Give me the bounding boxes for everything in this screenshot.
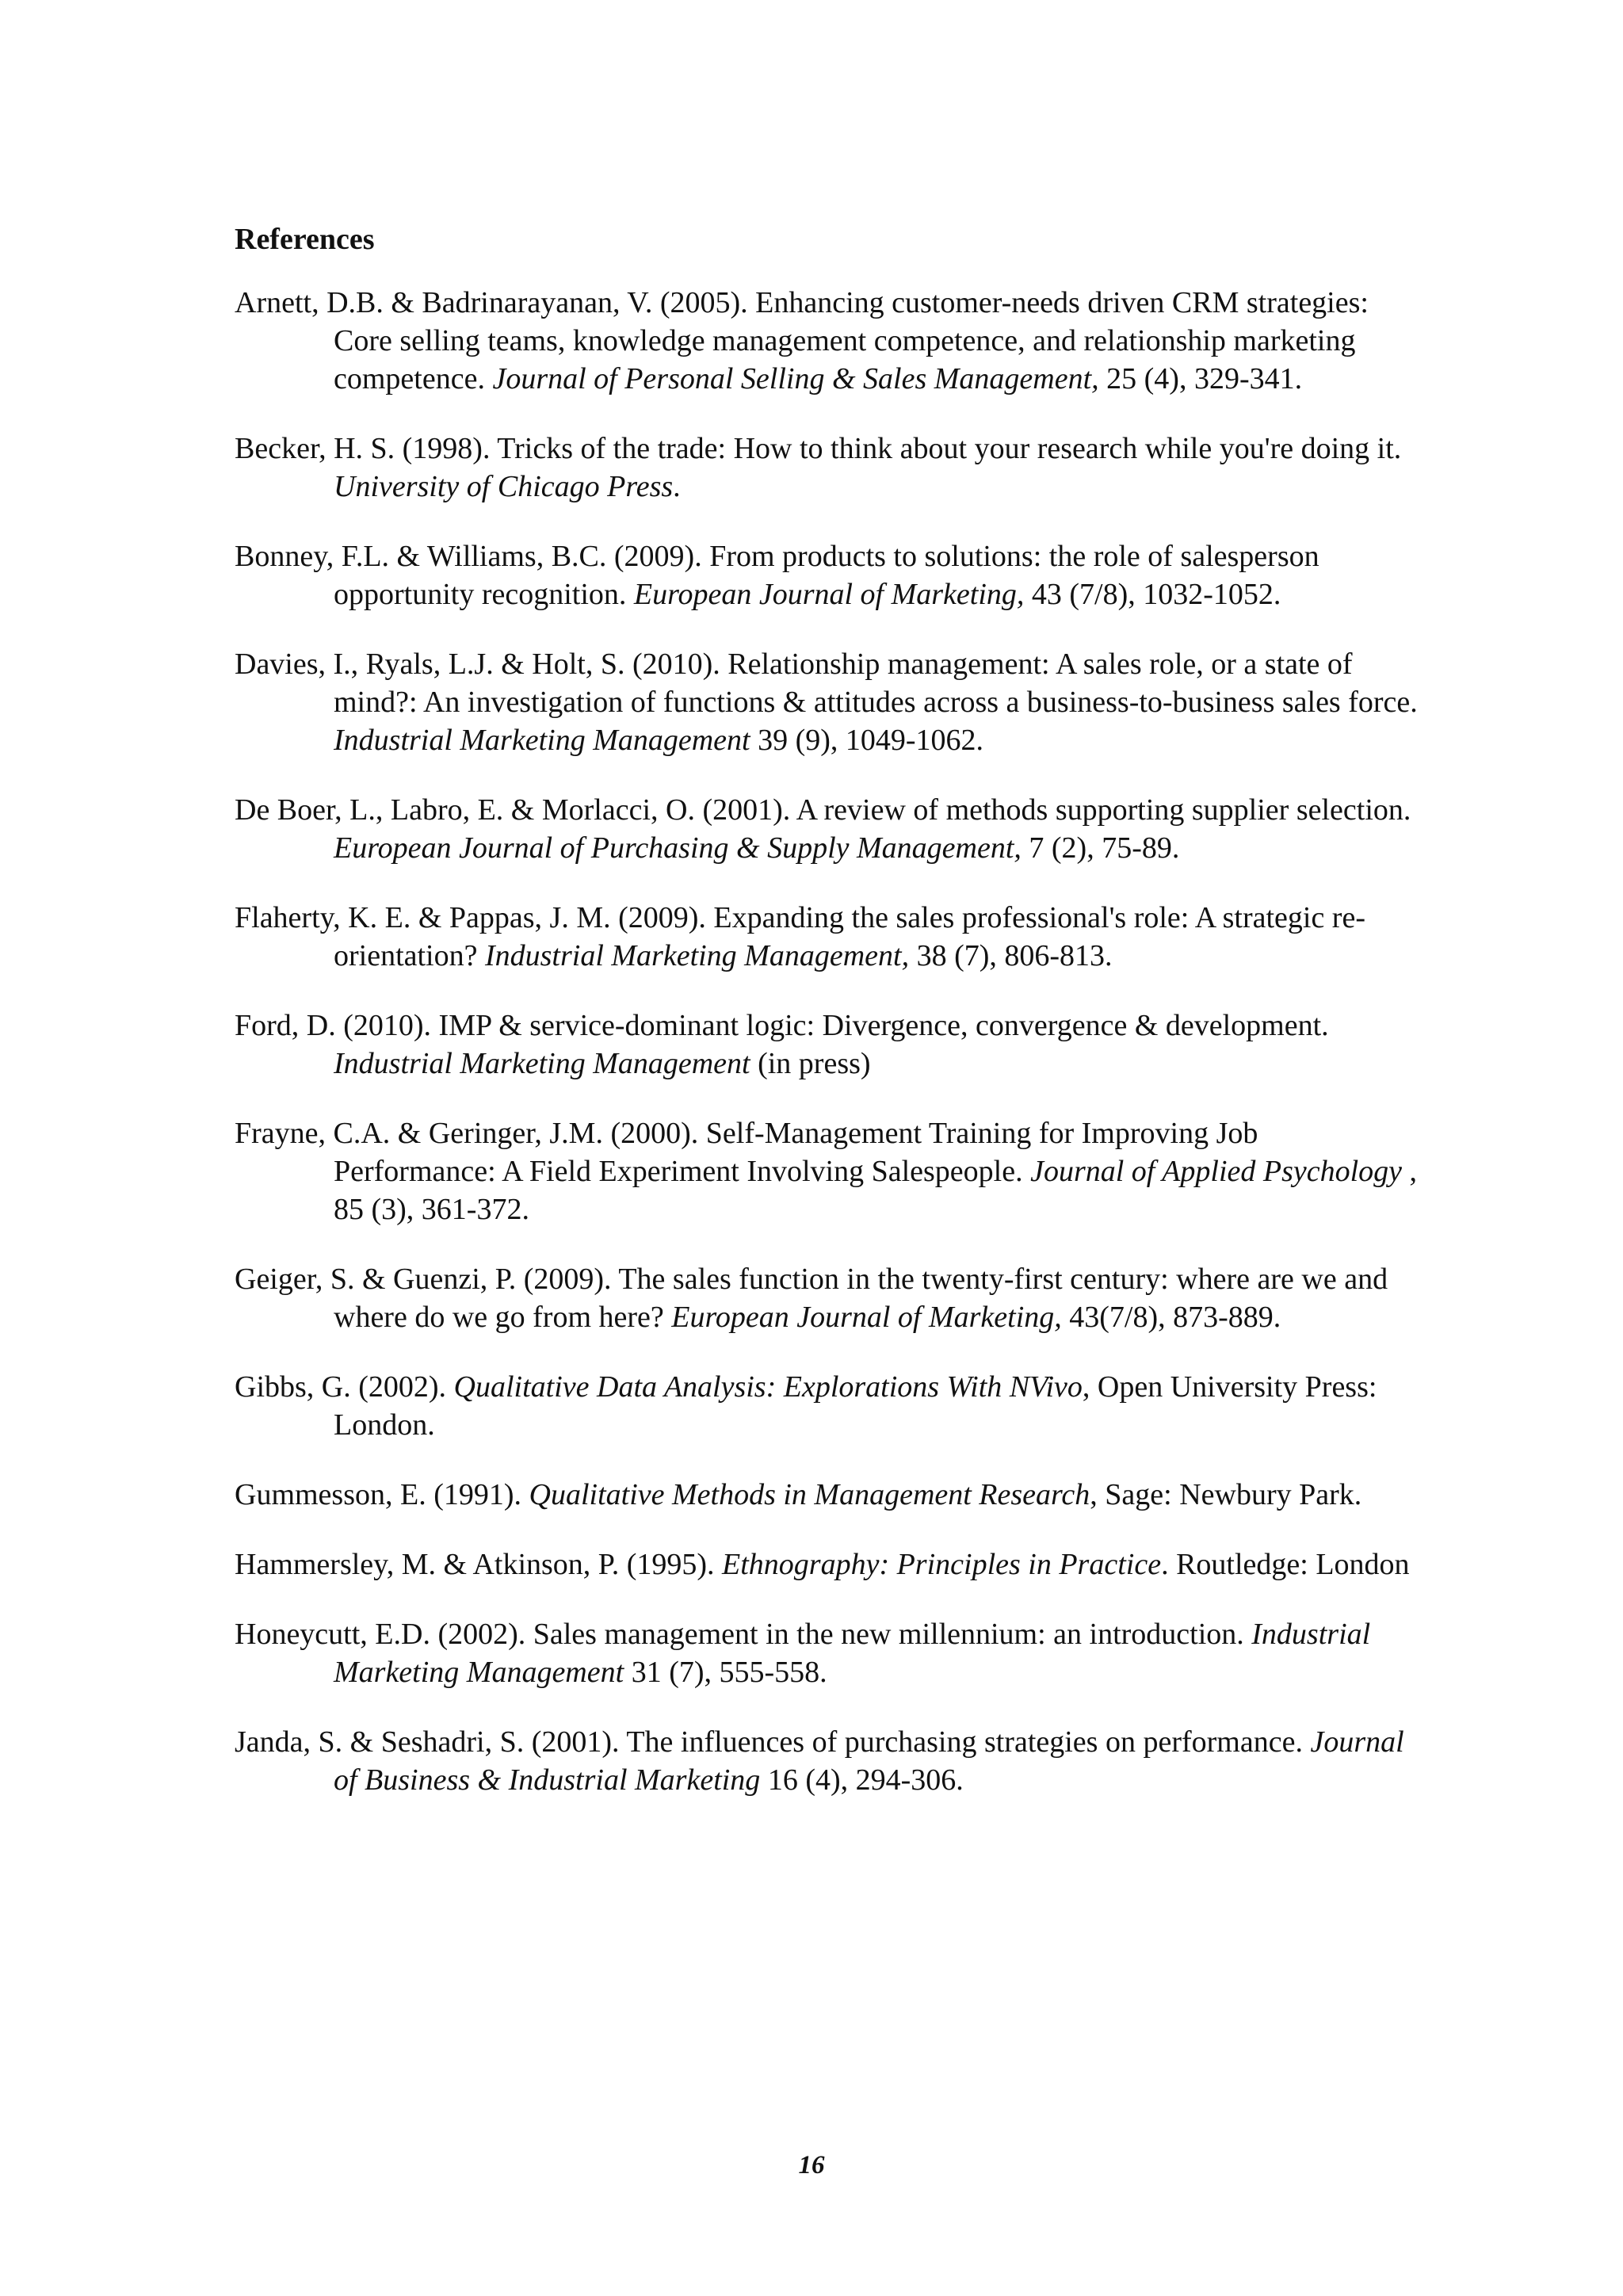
reference-text: Hammersley, M. & Atkinson, P. (1995). <box>235 1548 723 1581</box>
reference-entry <box>235 1545 1423 1584</box>
reference-text: Janda, S. & Seshadri, S. (2001). The influences of purchasing strategies on performance. <box>235 1725 1311 1759</box>
section-heading: References <box>235 223 375 256</box>
reference-details: 38 (7), 806-813. <box>909 939 1113 972</box>
reference-text: Bonney, F.L. & Williams, B.C. (2009). From products to solutions: the role of salesperson opportunity recognition. <box>235 540 1319 611</box>
reference-entry <box>235 1114 1423 1228</box>
reference-entry <box>235 1368 1423 1444</box>
reference-source: Industrial Marketing Management <box>334 1618 1371 1689</box>
reference-text: De Boer, L., Labro, E. & Morlacci, O. (2001). A review of methods supporting supplier selection. <box>235 793 1411 827</box>
reference-text: Gibbs, G. (2002). <box>235 1370 454 1404</box>
reference-text: Frayne, C.A. & Geringer, J.M. (2000). Self-Management Training for Improving Job Performance: A Field Experiment Involving Salespeople. <box>235 1117 1258 1188</box>
reference-source: European Journal of Marketing, <box>671 1301 1062 1334</box>
reference-source: Ethnography: Principles in Practice <box>722 1548 1162 1581</box>
reference-text: Flaherty, K. E. & Pappas, J. M. (2009). Expanding the sales professional's role: A strategic re-orientation? <box>235 901 1365 972</box>
reference-entry <box>235 899 1423 975</box>
references-section <box>235 220 1423 1831</box>
reference-source: European Journal of Purchasing & Supply Management, <box>334 831 1022 865</box>
reference-source: European Journal of Marketing, <box>633 578 1025 611</box>
reference-text: Arnett, D.B. & Badrinarayanan, V. (2005). Enhancing customer-needs driven CRM strategies: Core selling teams, knowledge management competence, and relationship marketing competence. <box>235 286 1369 395</box>
reference-source: Industrial Marketing Management <box>334 724 750 757</box>
reference-entry <box>235 537 1423 613</box>
reference-details: (in press) <box>750 1047 871 1080</box>
reference-text: Geiger, S. & Guenzi, P. (2009). The sales function in the twenty-first century: where are we and where do we go from here? <box>235 1263 1388 1334</box>
reference-entry <box>235 1260 1423 1336</box>
reference-details: 25 (4), 329-341. <box>1098 362 1303 395</box>
reference-details: . <box>673 470 681 503</box>
reference-entry <box>235 1723 1423 1799</box>
reference-entry <box>235 1007 1423 1083</box>
reference-source: Industrial Marketing Management, <box>484 939 910 972</box>
page-number: 16 <box>798 2151 825 2179</box>
reference-text: Gummesson, E. (1991). <box>235 1478 529 1511</box>
reference-entry <box>235 791 1423 867</box>
reference-details: , Open University Press: London. <box>334 1370 1377 1442</box>
reference-details: 7 (2), 75-89. <box>1021 831 1180 865</box>
reference-source: Qualitative Data Analysis: Explorations With NVivo <box>453 1370 1083 1404</box>
reference-source: Journal of Applied Psychology <box>1030 1155 1403 1188</box>
reference-details: 16 (4), 294-306. <box>760 1763 964 1797</box>
reference-entry <box>235 1615 1423 1691</box>
reference-details: , 85 (3), 361-372. <box>334 1155 1418 1226</box>
reference-details: 39 (9), 1049-1062. <box>750 724 984 757</box>
reference-text: Becker, H. S. (1998). Tricks of the trade: How to think about your research while you're doing it. <box>235 432 1402 465</box>
reference-source: Journal of Business & Industrial Marketing <box>334 1725 1404 1797</box>
reference-source: Journal of Personal Selling & Sales Management, <box>492 362 1099 395</box>
reference-details: . Routledge: London <box>1161 1548 1410 1581</box>
reference-source: Qualitative Methods in Management Research <box>529 1478 1090 1511</box>
reference-entry <box>235 430 1423 506</box>
reference-entry <box>235 284 1423 398</box>
reference-text: Honeycutt, E.D. (2002). Sales management in the new millennium: an introduction. <box>235 1618 1252 1651</box>
reference-entry <box>235 645 1423 759</box>
reference-source: Industrial Marketing Management <box>334 1047 750 1080</box>
reference-details: , Sage: Newbury Park. <box>1090 1478 1362 1511</box>
reference-details: 31 (7), 555-558. <box>624 1656 827 1689</box>
reference-details: 43(7/8), 873-889. <box>1061 1301 1281 1334</box>
reference-source: University of Chicago Press <box>334 470 674 503</box>
reference-details: 43 (7/8), 1032-1052. <box>1024 578 1281 611</box>
reference-text: Davies, I., Ryals, L.J. & Holt, S. (2010). Relationship management: A sales role, or a state of mind?: An investigation of functions & attitudes across a business-to-business sales force. <box>235 648 1418 719</box>
reference-text: Ford, D. (2010). IMP & service-dominant logic: Divergence, convergence & development. <box>235 1009 1329 1042</box>
reference-entry <box>235 1476 1423 1514</box>
